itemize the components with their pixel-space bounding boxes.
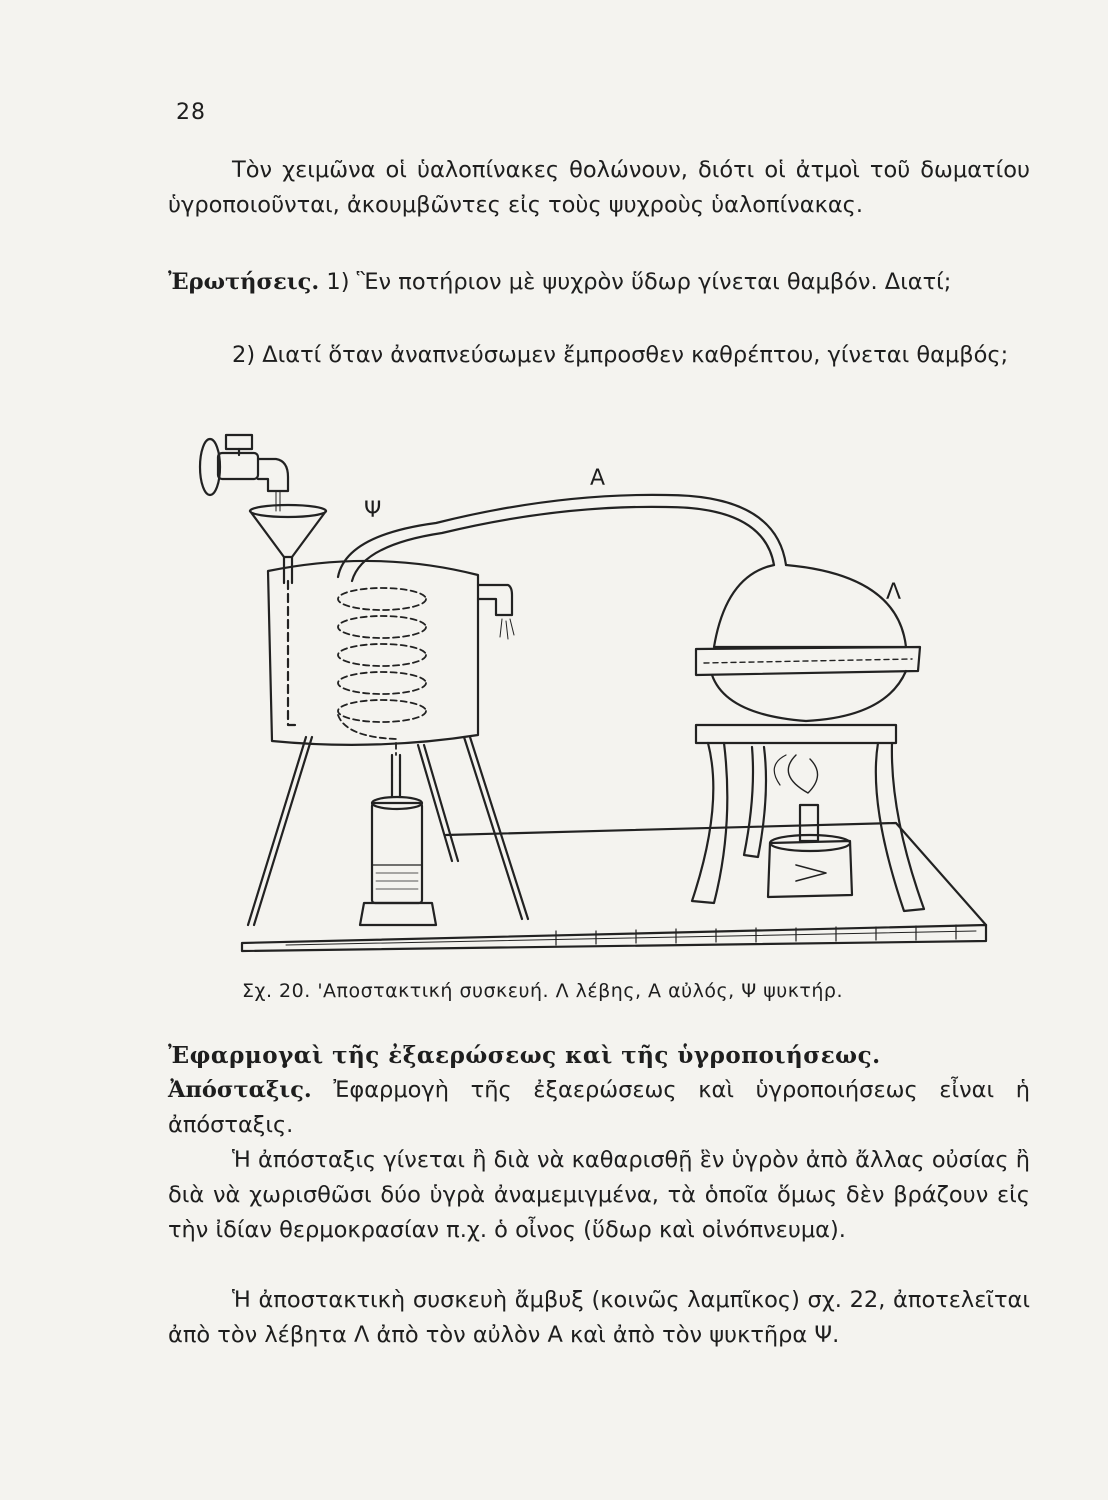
base-board-drawing [242,823,986,951]
section-paragraph-1-text: Ἐφαρμογὴ τῆς ἐξαερώσεως καὶ ὑγροποιήσεως εἶναι ἡ ἀπόσταξις. [168,1077,1030,1138]
section-paragraph-2: Ἡ ἀπόσταξις γίνεται ἢ διὰ νὰ καθαρισθῇ ἓν ὑγρὸν ἀπὸ ἄλλας οὐσίας ἢ διὰ νὰ χωρισθῶσι δύο ὑγρὰ ἀναμεμιγμένα, τὰ ὁποῖα ὅμως δὲν βράζουν εἰς τὴν ἰδίαν θερμοκρασίαν π.χ. ὁ οἶνος (ὕδωρ καὶ οἰνόπνευμα). [168,1147,1030,1243]
figure-label-boiler: Λ [886,580,902,605]
figure-label-tube: Α [590,466,606,491]
questions-heading: Ἐρωτήσεις. [168,269,320,295]
flask-stand-drawing [692,725,924,911]
intro-paragraph: Τὸν χειμῶνα οἱ ὑαλοπίνακες θολώνουν, διότι οἱ ἀτμοὶ τοῦ δωματίου ὑγροποιοῦνται, ἀκουμβῶντες εἰς τοὺς ψυχροὺς ὑαλοπίνακας. [168,157,1030,218]
funnel-drawing [250,505,326,583]
figure-caption: Σχ. 20. 'Αποστακτική συσκευή. Λ λέβης, Α αὐλός, Ψ ψυκτήρ. [242,980,844,1002]
figure-label-cooler: Ψ [364,498,382,523]
question-2: 2) Διατί ὅταν ἀναπνεύσωμεν ἔμπροσθεν καθρέπτου, γίνεται θαμβός; [232,342,1009,368]
section-paragraph-1 [168,1073,1030,1143]
collecting-jar-drawing [360,755,436,925]
tap-drawing [200,435,288,511]
page-number: 28 [176,100,206,125]
delivery-tube-drawing [338,495,786,581]
distillation-figure [196,425,996,965]
section-paragraph-3: Ἡ ἀποστακτικὴ συσκευὴ ἄμβυξ (κοινῶς λαμπῖκος) σχ. 22, ἀποτελεῖται ἀπὸ τὸν λέβητα Λ ἀπὸ τὸν αὐλὸν Α καὶ ἀπὸ τὸν ψυκτῆρα Ψ. [168,1287,1030,1348]
section-title: Ἐφαρμογαὶ τῆς ἐξαερώσεως καὶ τῆς ὑγροποιήσεως. [168,1042,881,1069]
question-1: 1) Ἓν ποτήριον μὲ ψυχρὸν ὕδωρ γίνεται θαμβόν. Διατί; [326,269,952,295]
cooler-drawing [248,561,528,925]
section-title-line [168,1038,1030,1074]
section-subtitle: Ἀπόσταξις. [168,1077,312,1103]
questions-paragraph [168,265,1030,300]
